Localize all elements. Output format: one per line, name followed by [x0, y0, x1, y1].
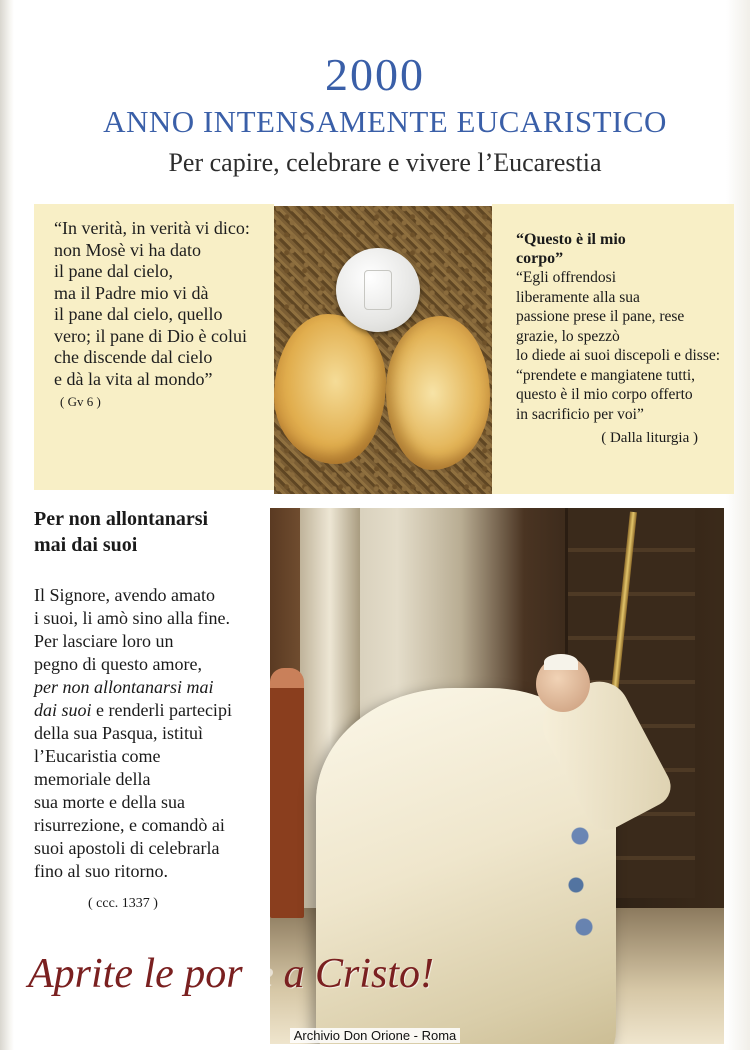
body-line: e renderli partecipi	[91, 700, 232, 720]
liturgy-quote-title: “Questo è il mio corpo”	[516, 231, 626, 267]
quote-band	[34, 204, 734, 494]
body-line: risurrezione, e comandò ai	[34, 815, 225, 835]
liturgy-quote-panel	[492, 204, 734, 494]
attendant-figure	[270, 668, 304, 918]
host-and-bread-photo	[274, 206, 493, 494]
section-body	[34, 584, 270, 883]
body-line: fino al suo ritorno.	[34, 861, 168, 881]
body-line: i suoi, li amò sino alla fine.	[34, 608, 230, 628]
archive-credit-text: Archivio Don Orione - Roma	[290, 1028, 461, 1043]
liturgy-quote-reference: ( Dalla liturgia )	[601, 430, 698, 446]
section-reference: ( ccc. 1337 )	[88, 896, 158, 911]
body-line-italic: dai suoi	[34, 700, 92, 720]
archive-credit	[0, 1028, 750, 1043]
slogan-part-1: Aprite le por	[28, 951, 243, 997]
page-headline: ANNO INTENSAMENTE EUCARISTICO	[103, 104, 667, 139]
body-line: pegno di questo amore,	[34, 654, 202, 674]
slogan	[28, 950, 728, 998]
body-line: memoriale della	[34, 769, 151, 789]
slogan-hidden-letters: te	[242, 951, 273, 997]
page-subheadline: Per capire, celebrare e vivere l’Eucarestia	[168, 148, 602, 177]
section-title: Per non allontanarsi mai dai suoi	[34, 508, 209, 556]
body-line-italic: per non allontanarsi mai	[34, 677, 214, 697]
body-line: sua morte e della sua	[34, 792, 185, 812]
gospel-quote-panel	[34, 204, 274, 490]
body-line: suoi apostoli di celebrarla	[34, 838, 220, 858]
body-line: Per lasciare loro un	[34, 631, 174, 651]
gospel-quote-reference: ( Gv 6 )	[60, 394, 101, 409]
gospel-quote-text: “In verità, in verità vi dico: non Mosè vi ha dato il pane dal cielo, ma il Padre mio vi dà il pane dal cielo, quello vero; il pane di Dio è colui che discende dal cielo e dà la vita al mondo”	[54, 218, 250, 389]
eucharist-host	[336, 248, 420, 332]
vestment-embroidery	[560, 808, 600, 948]
body-line: Il Signore, avendo amato	[34, 585, 215, 605]
body-line: della sua Pasqua, istituì	[34, 723, 203, 743]
liturgy-quote-text: “Egli offrendosi liberamente alla sua passione prese il pane, rese grazie, lo spezzò lo diede ai suoi discepoli e disse: “prendete e mangiatene tutti, questo è il mio corpo offerto in sacrificio per voi”	[516, 269, 721, 423]
zucchetto-cap	[544, 654, 578, 670]
body-line: l’Eucaristia come	[34, 746, 161, 766]
bread-half-right	[386, 316, 490, 470]
bread-half-left	[274, 314, 386, 464]
page-year: 2000	[325, 49, 425, 100]
host-engraving	[364, 270, 392, 310]
slogan-part-2: a Cristo!	[272, 951, 434, 997]
